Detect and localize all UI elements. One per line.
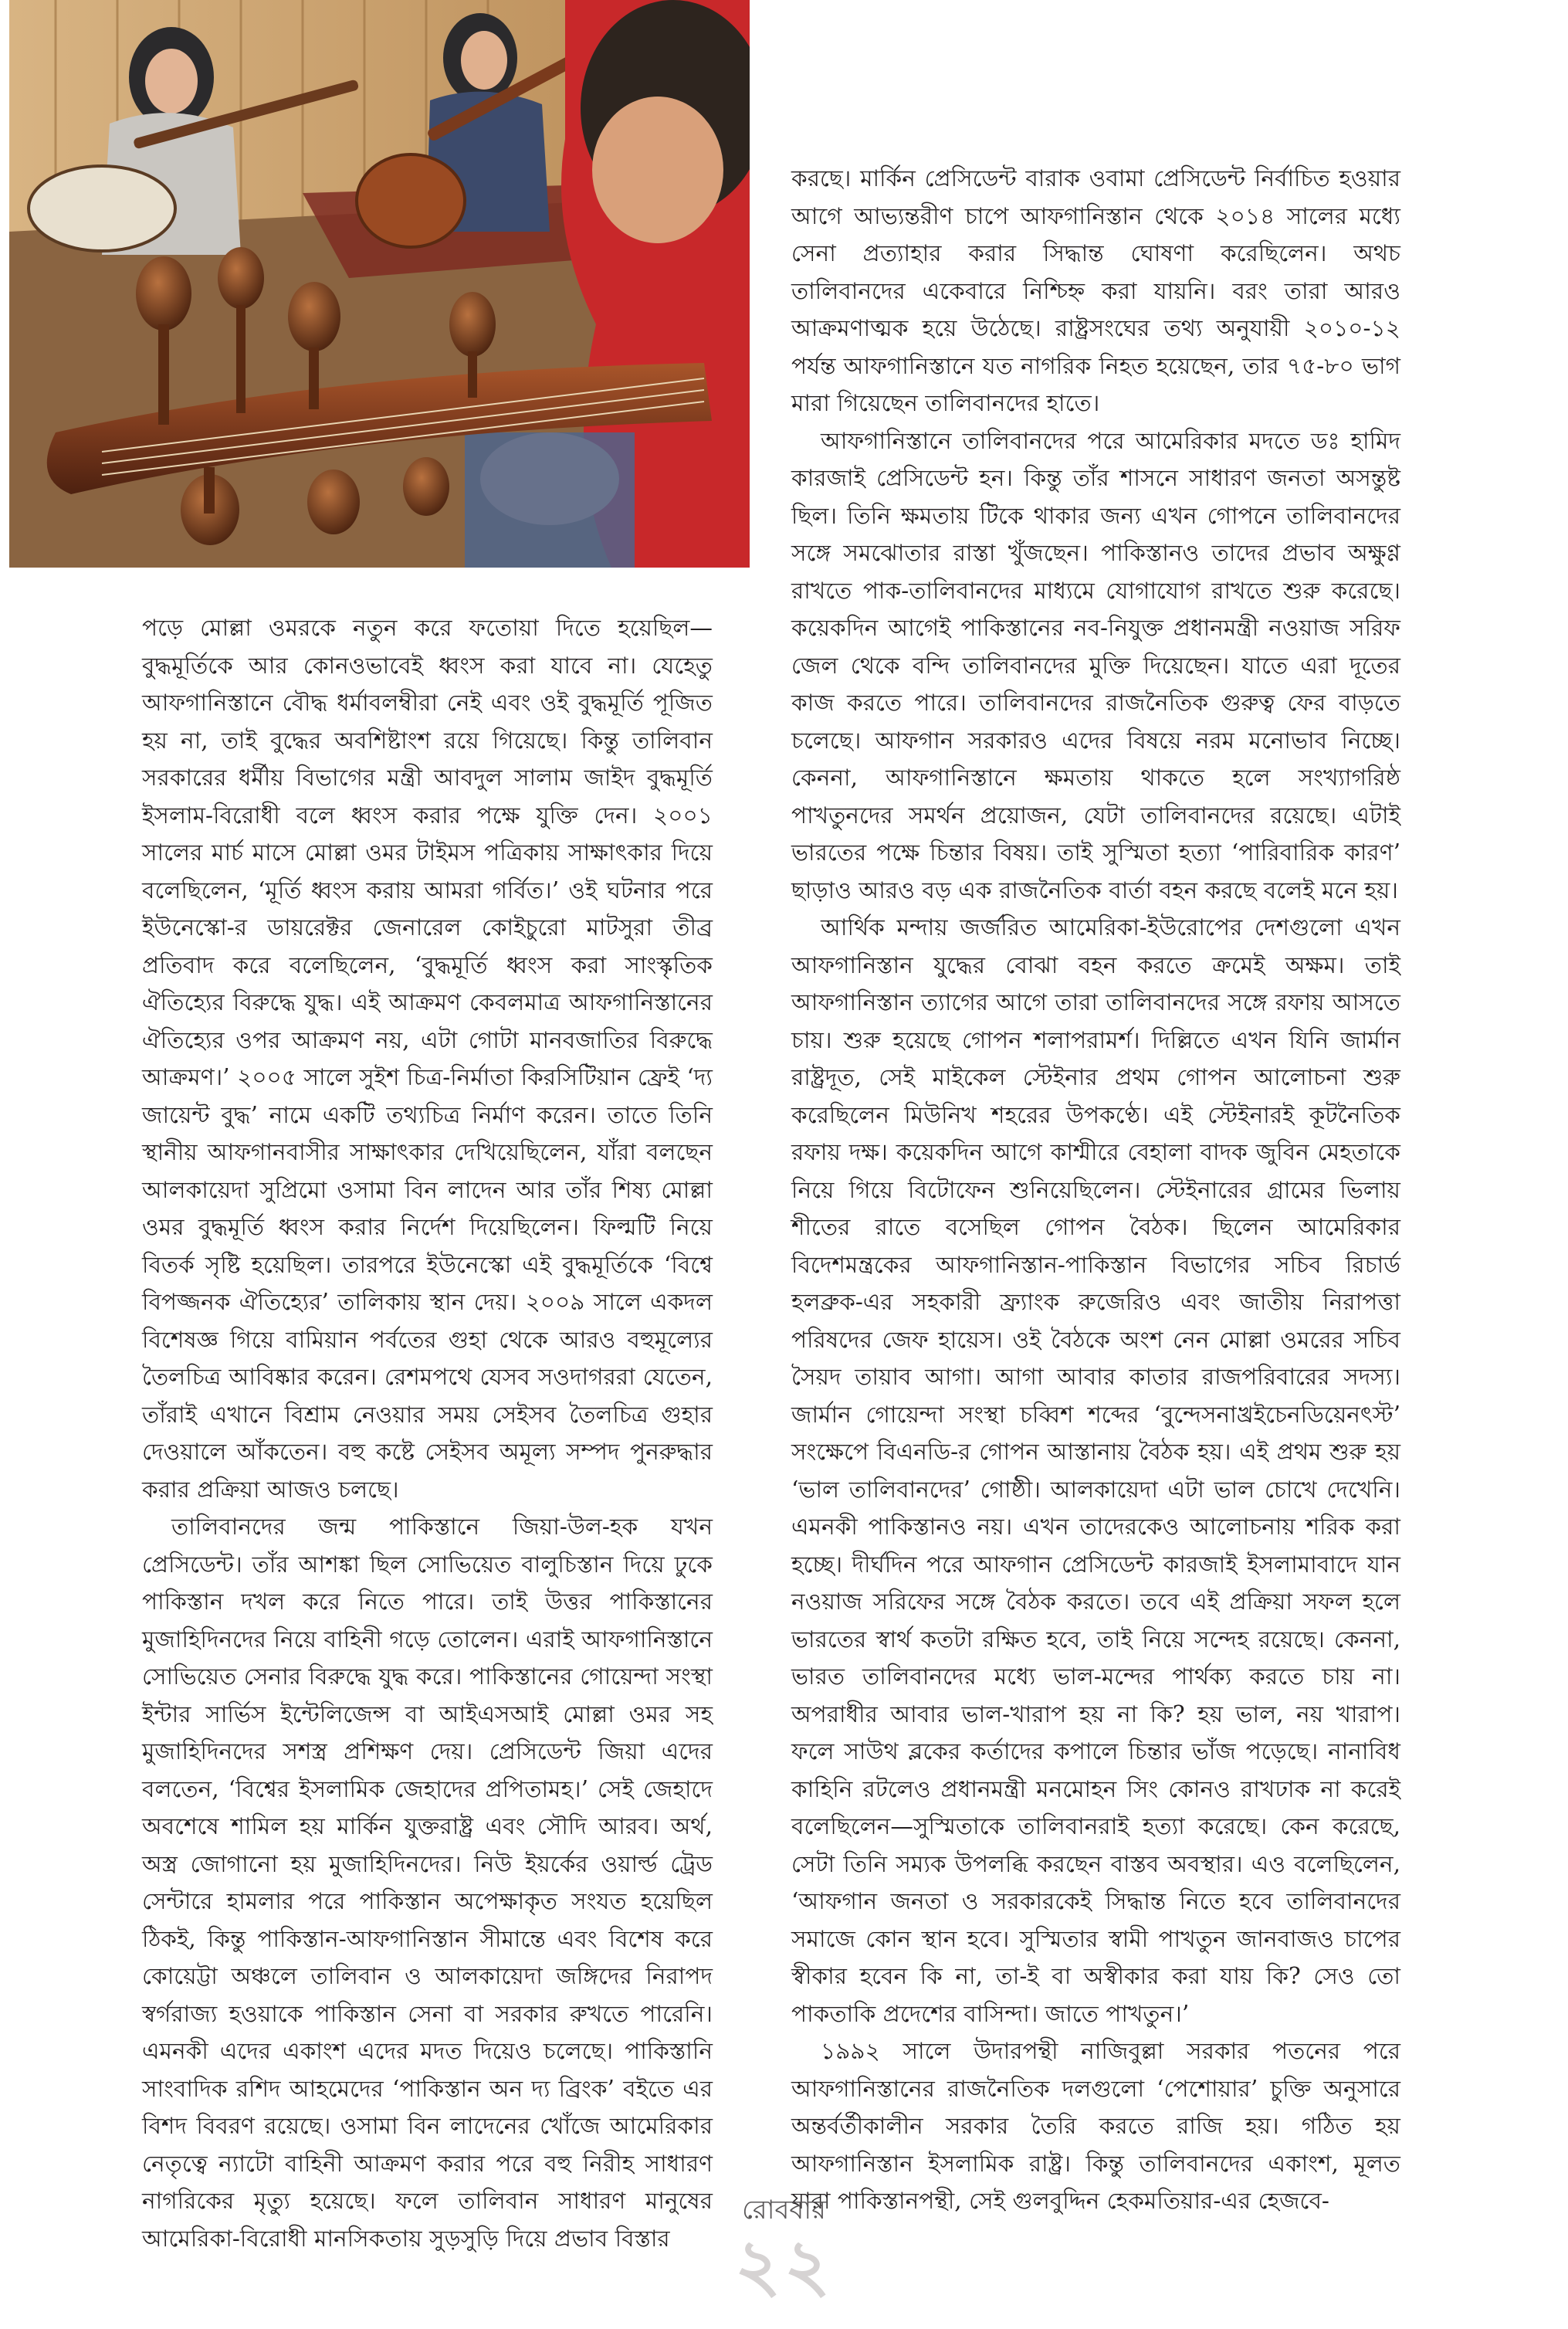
page-number: ২২ [734,2223,834,2307]
article-column-right [791,160,1400,2220]
article-paragraph: তালিবানদের জন্ম পাকিস্তানে জিয়া-উল-হক যখন প্রেসিডেন্ট। তাঁর আশঙ্কা ছিল সোভিয়েত বালুচিস্তান দিয়ে ঢুকে পাকিস্তান দখল করে নিতে পারে। তাই উত্তর পাকিস্তানের মুজাহিদিনদের নিয়ে বাহিনী গড়ে তোলেন। এরাই আফগানিস্তানে সোভিয়েত সেনার বিরুদ্ধে যুদ্ধ করে। পাকিস্তানের গোয়েন্দা সংস্থা ইন্টার সার্ভিস ইন্টেলিজেন্স বা আইএসআই মোল্লা ওমর সহ মুজাহিদিনদের সশস্ত্র প্রশিক্ষণ দেয়। প্রেসিডেন্ট জিয়া এদের বলতেন, ‘বিশ্বের ইসলামিক জেহাদের প্রপিতামহ।’ সেই জেহাদে অবশেষে শামিল হয় মার্কিন যুক্তরাষ্ট্র এবং সৌদি আরব। অর্থ, অস্ত্র জোগানো হয় মুজাহিদিনদের। নিউ ইয়র্কের ওয়ার্ল্ড ট্রেড সেন্টারে হামলার পরে পাকিস্তান অপেক্ষাকৃত সংযত হয়েছিল ঠিকই, কিন্তু পাকিস্তান-আফগানিস্তান সীমান্তে এবং বিশেষ করে কোয়েট্টা অঞ্চলে তালিবান ও আলকায়েদা জঙ্গিদের নিরাপদ স্বর্গরাজ্য হওয়াকে পাকিস্তান সেনা বা সরকার রুখতে পারেনি। এমনকী এদের একাংশ এদের মদত দিয়েও চলেছে। পাকিস্তানি সাংবাদিক রশিদ আহমেদের ‘পাকিস্তান অন দ্য ব্রিংক’ বইতে এর বিশদ বিবরণ রয়েছে। ওসামা বিন লাদেনের খোঁজে আমেরিকার নেতৃত্বে ন্যাটো বাহিনী আক্রমণ করার পরে বহু নিরীহ সাধারণ নাগরিকের মৃত্যু হয়েছে। ফলে তালিবান সাধারণ মানুষের আমেরিকা-বিরোধী মানসিকতায় সুড়সুড়ি দিয়ে প্রভাব বিস্তার [142,1514,713,2252]
article-photo [9,0,750,568]
article-paragraph: করছে। মার্কিন প্রেসিডেন্ট বারাক ওবামা প্রেসিডেন্ট নির্বাচিত হওয়ার আগে আভ্যন্তরীণ চাপে আফগানিস্তান থেকে ২০১৪ সালের মধ্যে সেনা প্রত্যাহার করার সিদ্ধান্ত ঘোষণা করেছিলেন। অথচ তালিবানদের একেবারে নিশ্চিহ্ন করা যায়নি। বরং তারা আরও আক্রমণাত্মক হয়ে উঠেছে। রাষ্ট্রসংঘের তথ্য অনুযায়ী ২০১০-১২ পর্যন্ত আফগানিস্তানে যত নাগরিক নিহত হয়েছেন, তার ৭৫-৮০ ভাগ মারা গিয়েছেন তালিবানদের হাতে। [791,165,1400,416]
musicians-illustration [9,0,750,568]
article-paragraph: পড়ে মোল্লা ওমরকে নতুন করে ফতোয়া দিতে হয়েছিল—বুদ্ধমূর্তিকে আর কোনওভাবেই ধ্বংস করা যাবে না। যেহেতু আফগানিস্তানে বৌদ্ধ ধর্মাবলম্বীরা নেই এবং ওই বুদ্ধমূর্তি পূজিত হয় না, তাই বুদ্ধের অবশিষ্টাংশ রয়ে গিয়েছে। কিন্তু তালিবান সরকারের ধর্মীয় বিভাগের মন্ত্রী আবদুল সালাম জাইদ বুদ্ধমূর্তি ইসলাম-বিরোধী বলে ধ্বংস করার পক্ষে যুক্তি দেন। ২০০১ সালের মার্চ মাসে মোল্লা ওমর টাইমস পত্রিকায় সাক্ষাৎকার দিয়ে বলেছিলেন, ‘মূর্তি ধ্বংস করায় আমরা গর্বিত।’ ওই ঘটনার পরে ইউনেস্কো-র ডায়রেক্টর জেনারেল কোইচুরো মাটসুরা তীব্র প্রতিবাদ করে বলেছিলেন, ‘বুদ্ধমূর্তি ধ্বংস করা সাংস্কৃতিক ঐতিহ্যের বিরুদ্ধে যুদ্ধ। এই আক্রমণ কেবলমাত্র আফগানিস্তানের ঐতিহ্যের ওপর আক্রমণ নয়, এটা গোটা মানবজাতির বিরুদ্ধে আক্রমণ।’ ২০০৫ সালে সুইশ চিত্র-নির্মাতা কিরসিটিয়ান ফ্রেই ‘দ্য জায়েন্ট বুদ্ধ’ নামে একটি তথ্যচিত্র নির্মাণ করেন। তাতে তিনি স্থানীয় আফগানবাসীর সাক্ষাৎকার দেখিয়েছিলেন, যাঁরা বলছেন আলকায়েদা সুপ্রিমো ওসামা বিন লাদেন আর তাঁর শিষ্য মোল্লা ওমর বুদ্ধমূর্তি ধ্বংস করার নির্দেশ দিয়েছিলেন। ফিল্মটি নিয়ে বিতর্ক সৃষ্টি হয়েছিল। তারপরে ইউনেস্কো এই বুদ্ধমূর্তিকে ‘বিশ্বে বিপজ্জনক ঐতিহ্যের’ তালিকায় স্থান দেয়। ২০০৯ সালে একদল বিশেষজ্ঞ গিয়ে বামিয়ান পর্বতের গুহা থেকে আরও বহুমূল্যের তৈলচিত্র আবিষ্কার করেন। রেশমপথে যেসব সওদাগররা যেতেন, তাঁরাই এখানে বিশ্রাম নেওয়ার সময় সেইসব তৈলচিত্র গুহার দেওয়ালে আঁকতেন। বহু কষ্টে সেইসব অমূল্য সম্পদ পুনরুদ্ধার করার প্রক্রিয়া আজও চলছে। [142,615,713,1503]
article-paragraph: আফগানিস্তানে তালিবানদের পরে আমেরিকার মদতে ডঃ হামিদ কারজাই প্রেসিডেন্ট হন। কিন্তু তাঁর শাসনে সাধারণ জনতা অসন্তুষ্ট ছিল। তিনি ক্ষমতায় টিকে থাকার জন্য এখন গোপনে তালিবানদের সঙ্গে সমঝোতার রাস্তা খুঁজছেন। পাকিস্তানও তাদের প্রভাব অক্ষুণ্ণ রাখতে পাক-তালিবানদের মাধ্যমে যোগাযোগ রাখতে শুরু করেছে। কয়েকদিন আগেই পাকিস্তানের নব-নিযুক্ত প্রধানমন্ত্রী নওয়াজ সরিফ জেল থেকে বন্দি তালিবানদের মুক্তি দিয়েছেন। যাতে এরা দূতের কাজ করতে পারে। তালিবানদের রাজনৈতিক গুরুত্ব ফের বাড়তে চলেছে। আফগান সরকারও এদের বিষয়ে নরম মনোভাব নিচ্ছে। কেননা, আফগানিস্তানে ক্ষমতায় থাকতে হলে সংখ্যাগরিষ্ঠ পাখতুনদের সমর্থন প্রয়োজন, যেটা তালিবানদের রয়েছে। এটাই ভারতের পক্ষে চিন্তার বিষয়। তাই সুস্মিতা হত্যা ‘পারিবারিক কারণ’ ছাড়াও আরও বড় এক রাজনৈতিক বার্তা বহন করছে বলেই মনে হয়। [791,427,1400,903]
article-paragraph: ১৯৯২ সালে উদারপন্থী নাজিবুল্লা সরকার পতনের পরে আফগানিস্তানের রাজনৈতিক দলগুলো ‘পেশোয়ার’ চুক্তি অনুসারে অন্তর্বর্তীকালীন সরকার তৈরি করতে রাজি হয়। গঠিত হয় আফগানিস্তান ইসলামিক রাষ্ট্র। কিন্তু তালিবানদের একাংশ, মূলত যারা পাকিস্তানপন্থী, সেই গুলবুদ্দিন হেকমতিয়ার-এর হেজবে- [791,2038,1400,2214]
magazine-name: রোববার [742,2195,826,2226]
article-paragraph: আর্থিক মন্দায় জর্জরিত আমেরিকা-ইউরোপের দেশগুলো এখন আফগানিস্তান যুদ্ধের বোঝা বহন করতে ক্রমেই অক্ষম। তাই আফগানিস্তান ত্যাগের আগে তারা তালিবানদের সঙ্গে রফায় আসতে চায়। শুরু হয়েছে গোপন শলাপরামর্শ। দিল্লিতে এখন যিনি জার্মান রাষ্ট্রদূত, সেই মাইকেল স্টেইনার প্রথম গোপন আলোচনা শুরু করেছিলেন মিউনিখ শহরের উপকণ্ঠে। এই স্টেইনারই কূটনৈতিক রফায় দক্ষ। কয়েকদিন আগে কাশ্মীরে বেহালা বাদক জুবিন মেহতাকে নিয়ে গিয়ে বিটোফেন শুনিয়েছিলেন। স্টেইনারের গ্রামের ভিলায় শীতের রাতে বসেছিল গোপন বৈঠক। ছিলেন আমেরিকার বিদেশমন্ত্রকের আফগানিস্তান-পাকিস্তান বিভাগের সচিব রিচার্ড হলব্রুক-এর সহকারী ফ্র্যাংক রুজেরিও এবং জাতীয় নিরাপত্তা পরিষদের জেফ হায়েস। ওই বৈঠকে অংশ নেন মোল্লা ওমরের সচিব সৈয়দ তায়াব আগা। আগা আবার কাতার রাজপরিবারের সদস্য। জার্মান গোয়েন্দা সংস্থা চব্বিশ শব্দের ‘বুন্দেসনাখ্রইচেনডিয়েনৎস্ট’ সংক্ষেপে বিএনডি-র গোপন আস্তানায় বৈঠক হয়। এই প্রথম শুরু হয় ‘ভাল তালিবানদের’ গোষ্ঠী। আলকায়েদা এটা ভাল চোখে দেখেনি। এমনকী পাকিস্তানও নয়। এখন তাদেরকেও আলোচনায় শরিক করা হচ্ছে। দীর্ঘদিন পরে আফগান প্রেসিডেন্ট কারজাই ইসলামাবাদে যান নওয়াজ সরিফের সঙ্গে বৈঠক করতে। তবে এই প্রক্রিয়া সফল হলে ভারতের স্বার্থ কতটা রক্ষিত হবে, তাই নিয়ে সন্দেহ রয়েছে। কেননা, ভারত তালিবানদের মধ্যে ভাল-মন্দের পার্থক্য করতে চায় না। অপরাধীর আবার ভাল-খারাপ হয় না কি? হয় ভাল, নয় খারাপ। ফলে সাউথ ব্লকের কর্তাদের কপালে চিন্তার ভাঁজ পড়েছে। নানাবিধ কাহিনি রটলেও প্রধানমন্ত্রী মনমোহন সিং কোনও রাখঢাক না করেই বলেছিলেন—সুস্মিতাকে তালিবানরাই হত্যা করেছে। কেন করেছে, সেটা তিনি সম্যক উপলব্ধি করছেন বাস্তব অবস্থার। এও বলেছিলেন, ‘আফগান জনতা ও সরকারকেই সিদ্ধান্ত নিতে হবে তালিবানদের সমাজে কোন স্থান হবে। সুস্মিতার স্বামী পাখতুন জানবাজও চাপের স্বীকার হবেন কি না, তা-ই বা অস্বীকার করা যায় কি? সেও তো পাকতাকি প্রদেশের বাসিন্দা। জাতে পাখতুন।’ [791,914,1400,2027]
article-column-left [142,609,713,2257]
